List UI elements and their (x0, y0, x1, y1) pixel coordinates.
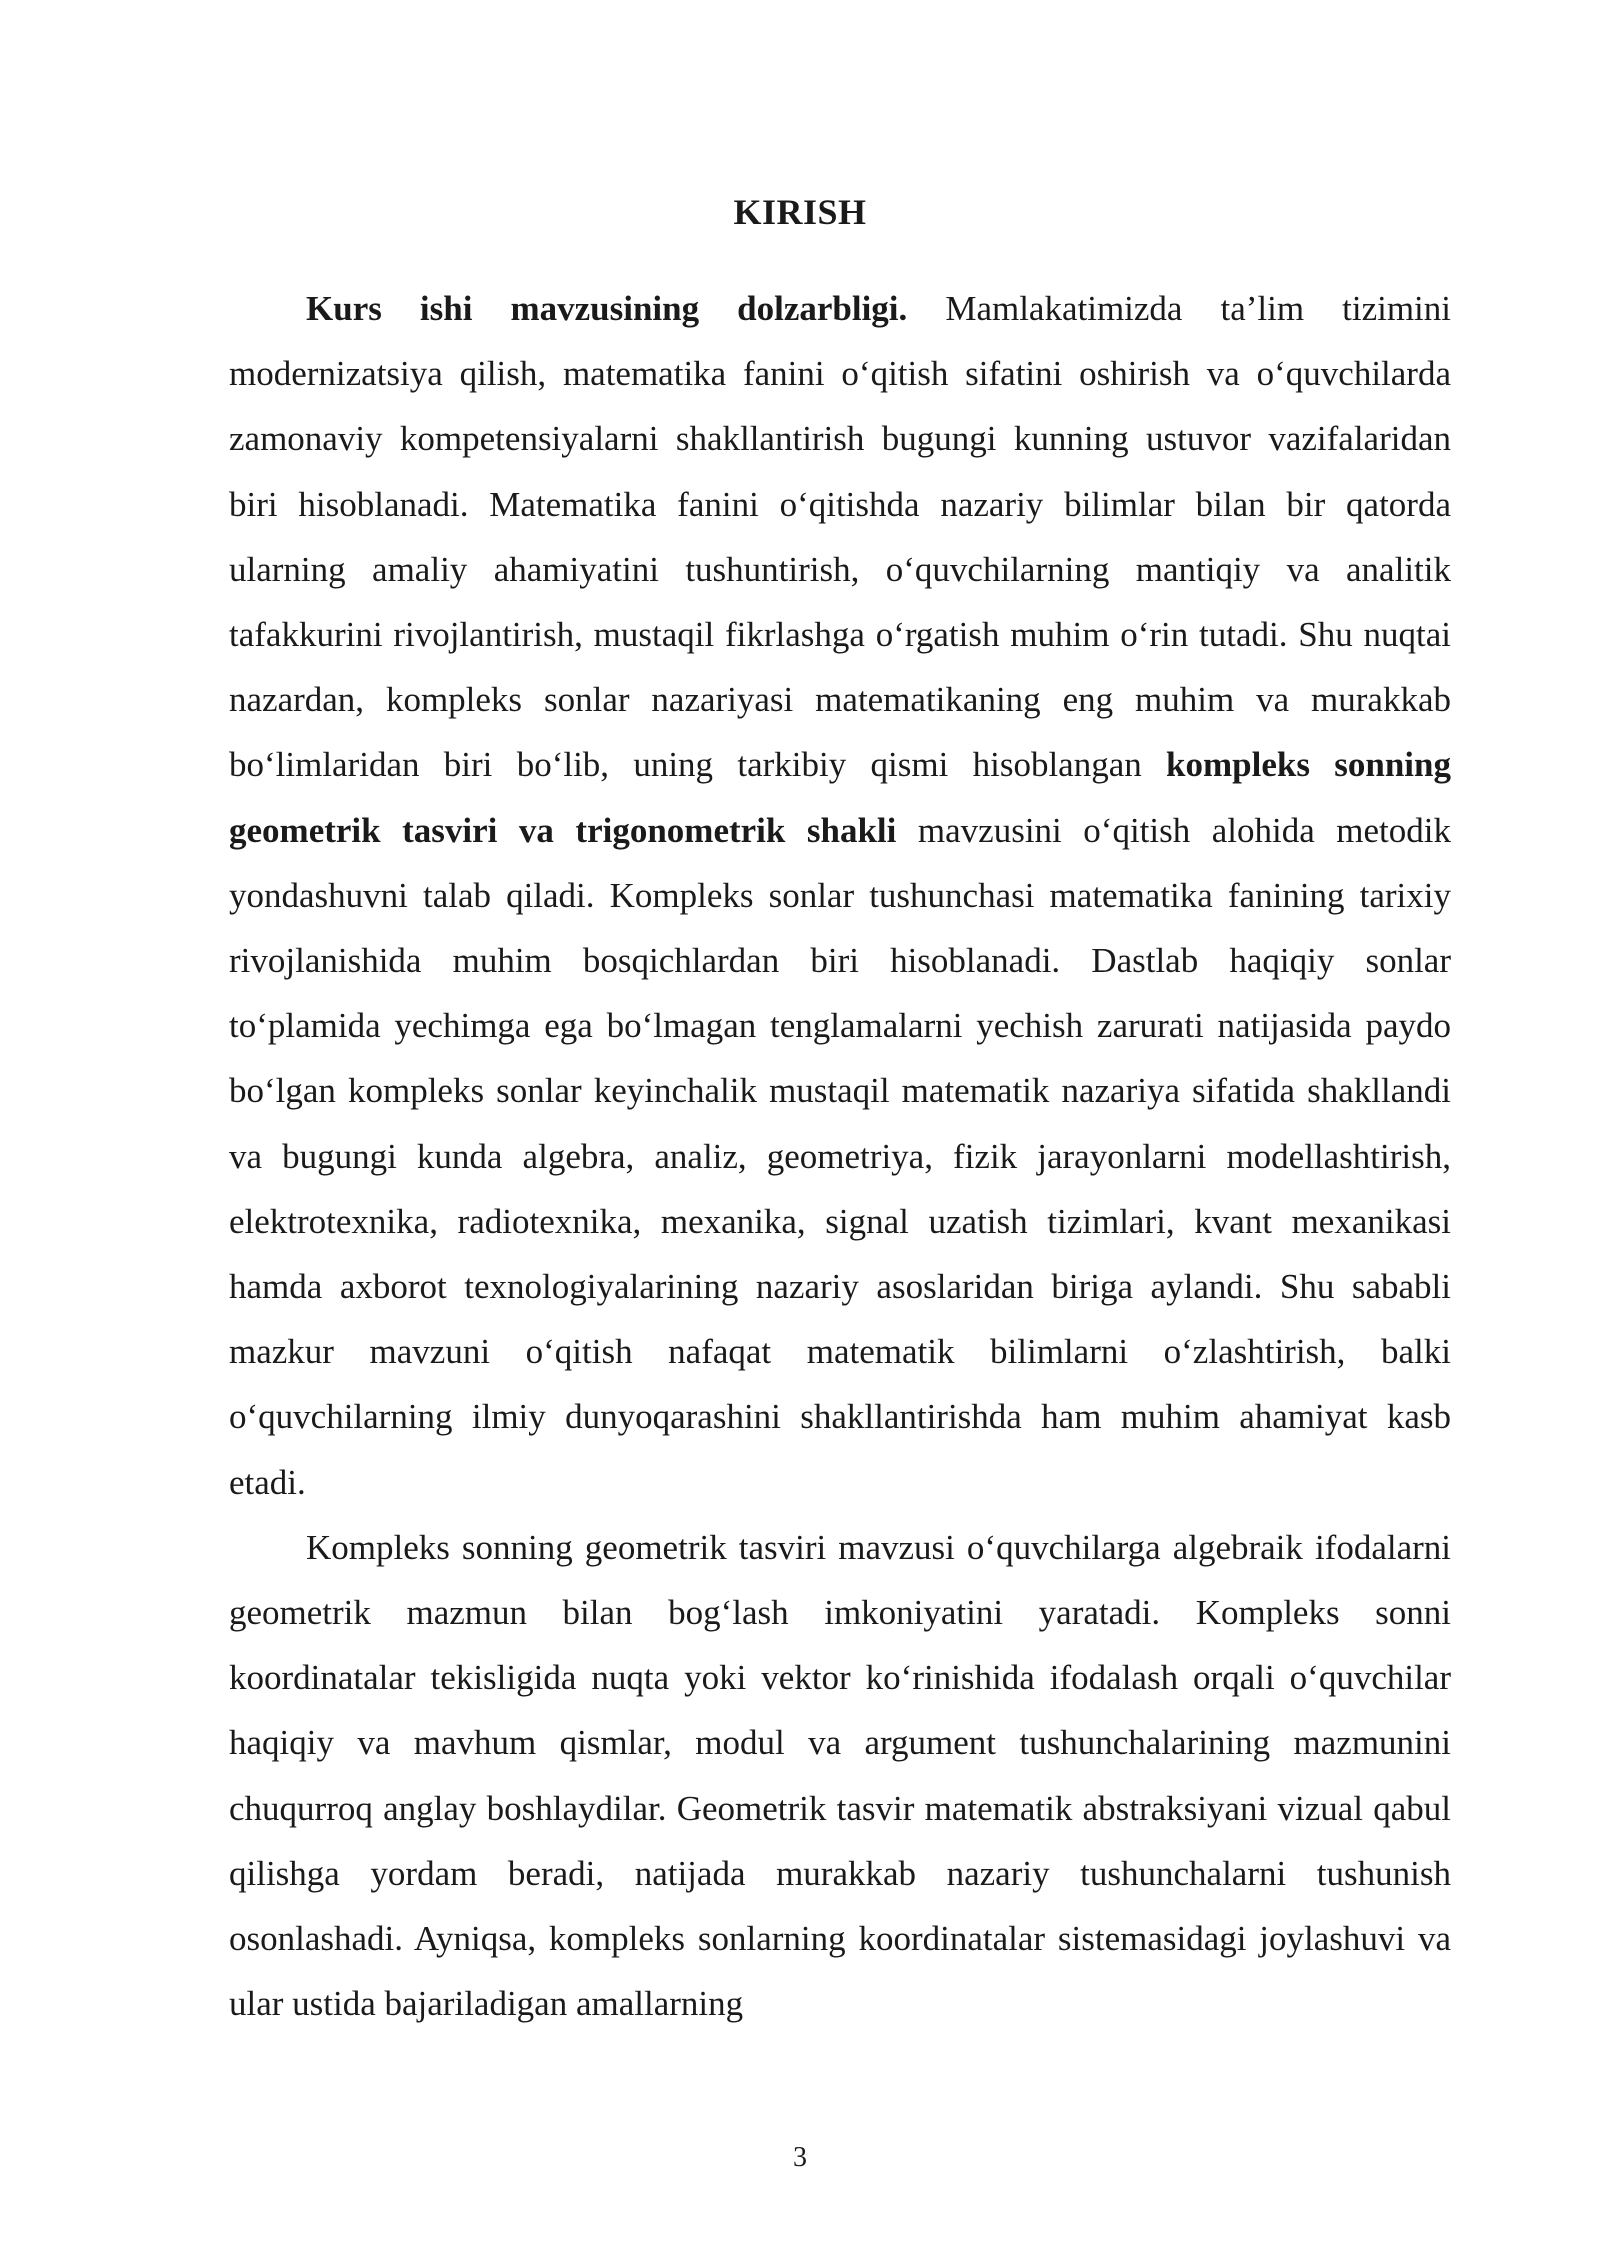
page-number: 3 (793, 2142, 807, 2173)
paragraph-relevance-text-b: mavzusini o‘qitish alohida metodik yondashuvni talab qiladi. Kompleks sonlar tushunchasi matematika fanining tarixiy rivojlanishida muhim bosqichlardan biri hisoblanadi. Dastlab haqiqiy sonlar to‘plamida yechimga ega bo‘lmagan tenglamalarni yechish zarurati natijasida paydo bo‘lgan kompleks sonlar keyinchalik mustaqil matematik nazariya sifatida shakllandi va bugungi kunda algebra, analiz, geometriya, fizik jarayonlarni modellashtirish, elektrotexnika, radiotexnika, mexanika, signal uzatish tizimlari, kvant mexanikasi hamda axborot texnologiyalarining nazariy asoslaridan biriga aylandi. Shu sababli mazkur mavzuni o‘qitish nafaqat matematik bilimlarni o‘zlashtirish, balki o‘quvchilarning ilmiy dunyoqarashini shakllantirishda ham muhim ahamiyat kasb etadi. (229, 810, 1451, 1502)
paragraph-relevance (229, 276, 1451, 1515)
paragraph-geometric: Kompleks sonning geometrik tasviri mavzusi o‘quvchilarga algebraik ifodalarni geometrik mazmun bilan bog‘lash imkoniyatini yaratadi. Kompleks sonni koordinatalar tekisligida nuqta yoki vektor ko‘rinishida ifodalash orqali o‘quvchilar haqiqiy va mavhum qismlar, modul va argument tushunchalarining mazmunini chuqurroq anglay boshlaydilar. Geometrik tasvir matematik abstraksiyani vizual qabul qilishga yordam beradi, natijada murakkab nazariy tushunchalarni tushunish osonlashadi. Ayniqsa, kompleks sonlarning koordinatalar sistemasidagi joylashuvi va ular ustida bajariladigan amallarning (229, 1527, 1451, 2024)
topic-bold: kompleks sonning geometrik tasviri va trigonometrik shakli (229, 745, 1451, 850)
body-text (229, 276, 1451, 2036)
relevance-lead-bold: Kurs ishi mavzusining dolzarbligi. (306, 289, 908, 328)
paragraph-relevance-text-a: Mamlakatimizda ta’lim tizimini modernizatsiya qilish, matematika fanini o‘qitish sifatini oshirish va o‘quvchilarda zamonaviy kompetensiyalarni shakllantirish bugungi kunning ustuvor vazifalaridan biri hisoblanadi. Matematika fanini o‘qitishda nazariy bilimlar bilan bir qatorda ularning amaliy ahamiyatini tushuntirish, o‘quvchilarning mantiqiy va analitik tafakkurini rivojlantirish, mustaqil fikrlashga o‘rgatish muhim o‘rin tutadi. Shu nuqtai nazardan, kompleks sonlar nazariyasi matematikaning eng muhim va murakkab bo‘limlaridan biri bo‘lib, uning tarkibiy qismi hisoblangan (229, 289, 1452, 785)
page-title: KIRISH (733, 192, 867, 232)
